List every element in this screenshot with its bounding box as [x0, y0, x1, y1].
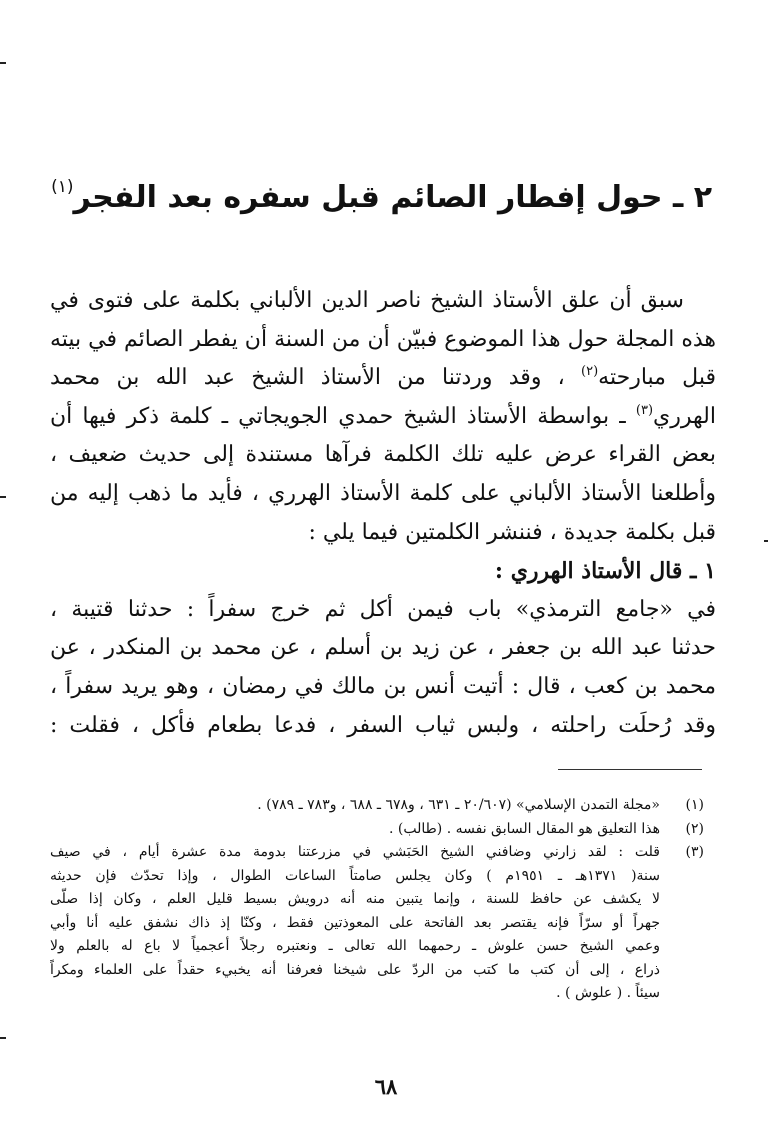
- footnote-1: [50, 794, 710, 818]
- body-line-rest: ـ بواسطة الأستاذ الشيخ حمدي الجويجاتي ـ كلمة ذكر فيها أن: [50, 403, 626, 429]
- footnote-line: سنة( ١٣٧١هـ ـ ١٩٥١م ) وكان يجلس صامتاً الساعات الطوال ، وإذا تحدّث فإن حديثه: [50, 867, 660, 884]
- section-subheading: ١ ـ قال الأستاذ الهرري :: [494, 558, 716, 585]
- page-number: ٦٨: [374, 1074, 398, 1099]
- scan-edge-mark: [0, 496, 6, 498]
- footnote-divider: [558, 769, 702, 770]
- body-line-start: الهرري: [653, 403, 716, 429]
- footnote-ref: (٣): [635, 402, 654, 418]
- footnote-line: جهراً أو سرّاً فإنه يقتصر بعد الفاتحة على المعوذتين فقط ، وكنّا إذ ذاك نشفق عليه أنا وأبي: [50, 914, 660, 931]
- footnote-ref: (٢): [581, 364, 599, 380]
- article-heading: [51, 176, 712, 220]
- body-line: بعض القراء عرض عليه تلك الكلمة فرآها مستندة إلى حديث ضعيف ،: [50, 442, 716, 468]
- body-line: حدثنا عبد الله بن جعفر ، عن زيد بن أسلم ، عن محمد بن المنكدر ، عن: [50, 635, 716, 661]
- footnote-line: ذراع ، إلى أن كتب ما كتب من الردّ على شيخنا فعرفنا أنه يخبيء حقداً على العلماء ومكراً: [50, 961, 660, 978]
- body-line: [50, 398, 716, 437]
- footnote-line: وعمي الشيخ حسن علوش ـ رحمهما الله تعالى ـ ونعتبره رجلاً أعجمياً لا باع له بالعلم ولا: [50, 938, 660, 954]
- body-line: وقد رُحلَت راحلته ، ولبس ثياب السفر ، فدعا بطعام فأكل ، فقلت :: [50, 712, 716, 738]
- footnote-2: [50, 818, 710, 842]
- footnote-number: (٢): [685, 820, 704, 837]
- body-line: سبق أن علق الأستاذ الشيخ ناصر الدين الألباني بكلمة على فتوى في: [50, 288, 684, 313]
- body-line: هذه المجلة حول هذا الموضوع فبيّن أن من السنة أن يفطر الصائم في بيته: [49, 326, 716, 352]
- body-line: [50, 359, 716, 398]
- footnotes: [50, 794, 710, 1006]
- footnote-number: (١): [685, 797, 704, 813]
- footnote-line: قلت : لقد زارني وضافني الشيخ الحَبَشي في مزرعتنا بدومة مدة عشرة أيام ، في صيف: [50, 844, 660, 860]
- scan-edge-mark: [0, 62, 6, 64]
- heading-footnote-ref: (١): [51, 177, 74, 197]
- body-line: محمد بن كعب ، قال : أتيت أنس بن مالك في رمضان ، وهو يريد سفراً ،: [50, 673, 716, 699]
- footnote-3: [50, 841, 710, 1006]
- footnote-line: «مجلة التمدن الإسلامي» (٢٠/٦٠٧ ـ ٦٣١ ، و٦٧٨ ـ ٦٨٨ ، و٧٨٣ ـ ٧٨٩) .: [257, 797, 660, 813]
- body-line: قبل بكلمة جديدة ، فننشر الكلمتين فيما يلي :: [308, 519, 716, 545]
- footnote-line: لا يكشف عن حافظ للسنة ، وإنما يتبين منه أنه درويش بسيط قليل العلم ، وكان إذا صلّى: [50, 891, 660, 907]
- scan-edge-mark: [764, 540, 768, 542]
- body-line-rest: ، وقد وردتنا من الأستاذ الشيخ عبد الله بن محمد: [50, 365, 565, 391]
- scan-edge-mark: [0, 1037, 6, 1039]
- body-line: وأطلعنا الأستاذ الألباني على كلمة الأستاذ الهرري ، فأيد ما ذهب إليه من: [50, 480, 716, 506]
- article-body: [50, 282, 716, 745]
- footnote-line: سيئاً . ( علوش ) .: [556, 985, 660, 1001]
- body-line-start: قبل مبارحته: [598, 365, 716, 391]
- footnote-number: (٣): [685, 844, 704, 860]
- body-line: في «جامع الترمذي» باب فيمن أكل ثم خرج سفراً : حدثنا قتيبة ،: [50, 596, 716, 622]
- heading-title: ٢ ـ حول إفطار الصائم قبل سفره بعد الفجر: [73, 180, 712, 215]
- footnote-line: هذا التعليق هو المقال السابق نفسه . (طالب) .: [389, 820, 660, 837]
